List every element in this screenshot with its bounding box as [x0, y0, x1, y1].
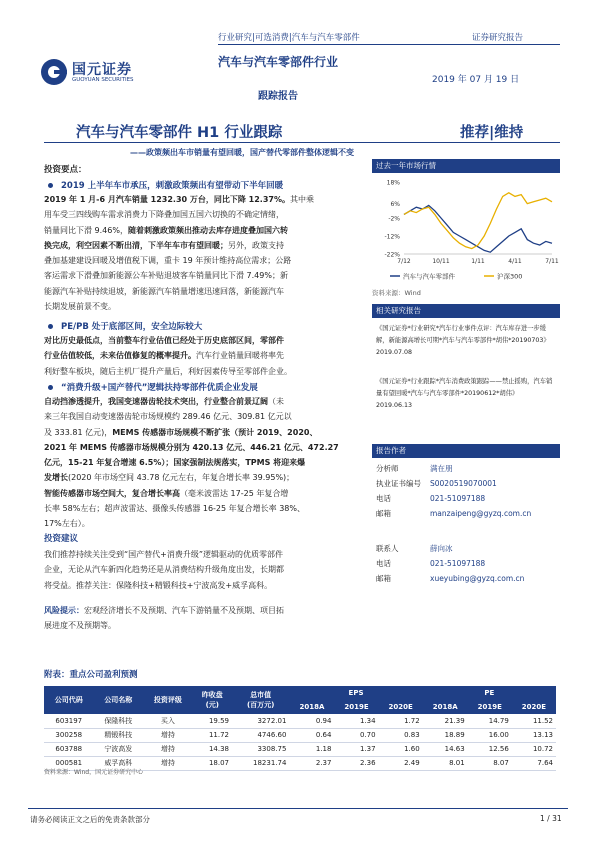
y-tick-label: -2%: [388, 215, 400, 223]
forecast-table: 公司代码 公司名称 投资评级 昨收盘 (元) 总市值 (百万元) EPS PE 2018A 2019E 2020E 2018A 2019E 2020E 603197 保隆科技 买入 19.59 3272.01 0.94 1.34 1.72 21.39 14.79 11.52 300258 精锻科技 增持 11.72 4746.60 0.64 0.70 0.83 18.89 16.00 13.13 603788 宁波高发 增持 14.38 3308.75 1.18 1.37 1.60 14.63 12.56 10.72 000581 威孚高科 增持 18.07 18231.74 2.37 2.36 2.49 8.01 8.07 7.64: [44, 686, 556, 771]
section-body-2: 对比历史最低点，当前整车行业估值已经处于历史底部区间，零部件 行业估值较低，未来估值修复的概率提升。汽车行业销量回暖将率先 利好整车板块，随后主机厂提升产量后，利好因素传导至零部件企业。: [44, 336, 292, 376]
table-cell: 603197: [55, 716, 83, 725]
table-cell: 1.72: [404, 716, 420, 725]
section-heading-1: 2019 上半年车市承压，刺激政策频出有望带动下半年回暖: [48, 179, 283, 191]
table-cell: 增持: [160, 731, 175, 739]
appendix-title: 附表：重点公司盈利预测: [44, 670, 138, 680]
table-cell: 18.07: [208, 759, 229, 767]
legend-label: 汽车与汽车零部件: [403, 272, 455, 281]
table-cell: 3308.75: [257, 745, 287, 753]
report-subtitle: 跟踪报告: [258, 91, 298, 102]
table-cell: 19.59: [208, 716, 229, 725]
section-body-3: 自动挡渗透提升，我国变速器齿轮技术突出，行业整合前景辽阔（未 来三年我国自动变速器齿轮市场规模约 289.46 亿元、309.81 亿元以 及 333.81 亿元)，MEMS 传感器市场规模不断扩张（预计 2019、2020、 2021 年 MEMS 传感器市场规模分别为 420.13 亿元、446.21 亿元、472.27 亿元，15-21 年复合增速 6.5%）；国家强制法规落实，TPMS 将迎来爆 发增长(2020 年市场空间 43.78 亿元左右，年复合增长率 39.95%)； 智能传感器市场空间大，复合增长率高（毫米波雷达 17-25 年复合增 长率 58%左右；超声波雷达、摄像头传感器 16-25 年复合增长率 38%、 17%左右）。: [44, 397, 339, 529]
contact-info: 联系人 薛向冰 电话 021-51097188 邮箱 xueyubing@gyzq.com.cn: [376, 544, 525, 583]
table-cell: 300258: [55, 731, 83, 739]
x-tick-label: 4/11: [508, 258, 522, 265]
table-cell: 18231.74: [253, 759, 287, 767]
table-cell: 14.63: [444, 745, 465, 753]
table-cell: 2.49: [404, 759, 420, 767]
logo-icon: [40, 58, 68, 86]
x-tick-label: 10/11: [432, 258, 450, 265]
table-cell: 14.79: [488, 716, 509, 725]
table-cell: 保隆科技: [104, 716, 133, 725]
analyst-email[interactable]: manzaipeng@gyzq.com.cn: [430, 509, 532, 518]
table-cell: 0.64: [315, 731, 332, 739]
table-cell: 0.83: [404, 731, 420, 739]
table-cell: 1.37: [359, 745, 376, 753]
table-cell: 603788: [55, 745, 83, 753]
table-cell: 1.34: [359, 716, 376, 725]
report-category: 行业研究|可选消费|汽车与汽车零部件: [218, 33, 360, 43]
industry-title: 汽车与汽车零部件行业: [218, 55, 339, 69]
market-chart: [372, 176, 560, 284]
y-tick-label: 6%: [390, 201, 400, 209]
y-tick-label: -12%: [384, 233, 400, 241]
company-name-cn: 国元证券: [72, 62, 132, 78]
report-date: 2019 年 07 月 19 日: [432, 75, 520, 85]
x-tick-label: 7/12: [397, 258, 411, 265]
table-cell: 8.07: [493, 759, 509, 767]
related-report-2: 《国元证券*行业跟踪*汽车消费政策跟踪——禁止摇购，汽车销量有望回暖*汽车与汽车零部件*20190612*胡伟》 2019.06.13: [376, 378, 553, 409]
company-logo: [40, 58, 190, 88]
table-source: 资料来源：Wind，国元证券研究中心: [44, 769, 144, 776]
points-heading: 投资要点：: [44, 165, 87, 175]
th-price: 昨收盘 (元): [193, 686, 232, 714]
table-cell: 18.89: [444, 731, 465, 739]
table-cell: 增持: [160, 759, 175, 767]
table-cell: 21.39: [444, 716, 465, 725]
table-row: [44, 742, 556, 756]
risk-text: 风险提示：宏观经济增长不及预期、汽车下游销量不及预期、项目拓 展进度不及预期等。: [44, 606, 284, 631]
table-cell: 1.60: [404, 745, 420, 753]
section-heading-3: “消费升级+国产替代”逻辑扶持零部件优质企业发展: [48, 381, 258, 393]
advice-body: 我们推荐持续关注受到“国产替代+消费升级”逻辑驱动的优质零部件 企业，无论从汽车新四化趋势还是从消费结构升级角度出发，长期都 将受益。推荐关注：保隆科技+精锻科技+宁波高发+威孚高科。: [44, 550, 284, 590]
x-tick-label: 7/11: [545, 258, 559, 265]
legend-label: 沪深300: [497, 272, 523, 281]
chart-source: 资料来源：Wind: [372, 289, 421, 297]
section-body-1: 2019 年 1 月-6 月汽车销量 1232.30 万台，同比下降 12.37%。其中乘 用车受三四线购车需求消费力下降叠加国五国六切换的不确定情绪， 销量同比下滑 9.46%，随着刺激政策频出推动去库存进度叠加国六转 换完成，利空因素不断出清，下半年车市有望回暖；另外，政策支持 叠加基建建设回暖及增值税下调，重卡 19 年预计维持高位需求；公路 客运需求下滑叠加新能源公车补贴退坡客车销量同比下滑 7.49%；新 能源汽车补贴持续退坡，新能源汽车销量增速迅速回落，新能源汽车 长期发展前景不变。: [44, 195, 314, 312]
table-cell: 增持: [160, 745, 175, 753]
analyst-info: 分析师 满在朋 执业证书编号 S0020519070001 电话 021-51097188 邮箱 manzaipeng@gyzq.com.cn: [376, 464, 532, 518]
page-title: 汽车与汽车零部件 H1 行业跟踪: [76, 125, 283, 141]
th-pe: PE: [423, 686, 556, 700]
rating: 推荐|维持: [460, 125, 524, 141]
table-cell: 12.56: [488, 745, 509, 753]
table-cell: 3272.01: [257, 716, 287, 725]
table-cell: 7.64: [537, 759, 553, 767]
table-cell: 11.72: [208, 731, 229, 739]
table-row: [44, 728, 556, 742]
table-cell: 11.52: [532, 716, 553, 725]
table-cell: 10.72: [532, 745, 553, 753]
th-code: 公司代码: [44, 686, 94, 714]
series-line-2: [404, 193, 552, 249]
table-cell: 精锻科技: [104, 731, 133, 739]
y-tick-label: 18%: [386, 179, 400, 187]
section-heading-2: PE/PB 处于底部区间，安全边际较大: [48, 320, 202, 332]
table-cell: 0.94: [315, 716, 332, 725]
table-cell: 8.01: [449, 759, 465, 767]
table-cell: 14.38: [208, 745, 229, 753]
table-cell: 2.36: [359, 759, 376, 767]
table-cell: 13.13: [532, 731, 553, 739]
advice-heading: 投资建议: [44, 534, 79, 544]
table-cell: 2.37: [315, 759, 332, 767]
page-number: 1 / 31: [540, 814, 562, 823]
table-row: [44, 714, 556, 728]
page-subtitle: ——政策频出车市销量有望回暖，国产替代零部件整体逻辑不变: [130, 148, 354, 157]
table-cell: 1.18: [315, 745, 332, 753]
th-name: 公司名称: [94, 686, 144, 714]
table-cell: 宁波高发: [104, 745, 133, 753]
y-tick-label: -22%: [384, 251, 400, 259]
contact-email[interactable]: xueyubing@gyzq.com.cn: [430, 574, 525, 583]
disclaimer: 请务必阅读正文之后的免责条款部分: [30, 815, 150, 824]
company-name-en: GUOYUAN SECURITIES: [72, 77, 134, 83]
chart-title: 过去一年市场行情: [372, 159, 560, 173]
table-cell: 000581: [55, 759, 83, 767]
table-cell: 16.00: [488, 731, 509, 739]
x-tick-label: 1/11: [471, 258, 485, 265]
related-report-1: 《国元证券*行业研究*汽车行业事件点评：汽车库存进一步缓解，新能源高增长可期*汽车与汽车零部件*胡伟*20190703》 2019.07.08: [376, 325, 550, 356]
th-eps: EPS: [289, 686, 422, 700]
th-rating: 投资评级: [143, 686, 193, 714]
related-title: 相关研究报告: [372, 304, 560, 318]
author-title: 报告作者: [372, 444, 560, 458]
table-cell: 买入: [160, 716, 175, 725]
table-cell: 0.70: [359, 731, 376, 739]
table-cell: 威孚高科: [104, 759, 133, 767]
table-cell: 4746.60: [257, 731, 287, 739]
th-cap: 总市值 (百万元): [232, 686, 289, 714]
report-type: 证券研究报告: [472, 33, 524, 43]
